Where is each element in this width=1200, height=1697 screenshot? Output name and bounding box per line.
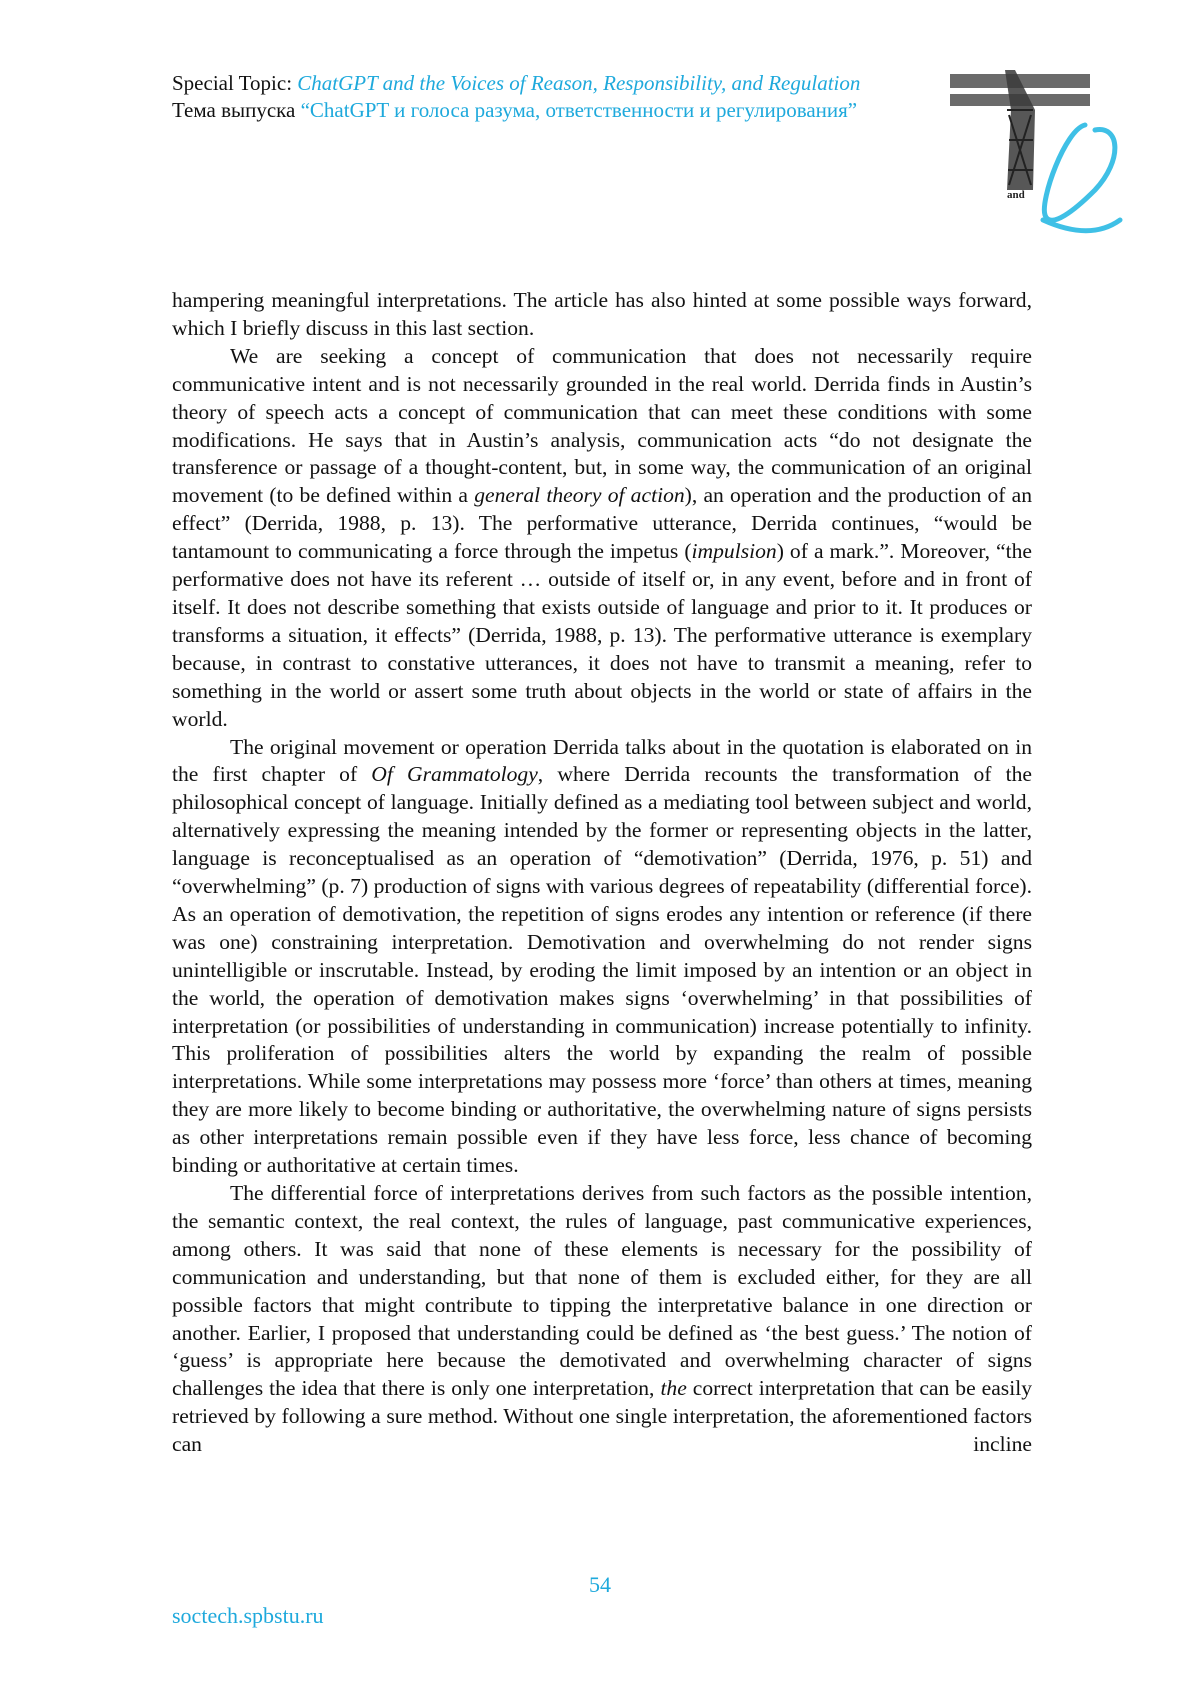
italic-run: Of Grammatology [371, 762, 538, 786]
text-run: correct interpretation that can be easily retrieved by following a sure method. Without one single interpretation, the aforementioned factors can incline [172, 1376, 1032, 1456]
article-body [172, 287, 1032, 1459]
text-run: , where Derrida recounts the transformation of the philosophical concept of language. Initially defined as a mediating tool between subject and world, alternatively expressing the meaning intended by the former or representing objects in the latter, language is reconceptualised as an operation of “demotivation” (Derrida, 1976, p. 51) and “overwhelming” (p. 7) production of signs with various degrees of repeatability (differential force). As an operation of demotivation, the repetition of signs erodes any intention or reference (if there was one) constraining interpretation. Demotivation and overwhelming do not render signs unintelligible or inscrutable. Instead, by eroding the limit imposed by an intention or an object in the world, the operation of demotivation makes signs ‘overwhelming’ in that possibilities of interpretation (or possibilities of understanding in communication) increase potentially to infinity. This proliferation of possibilities alters the world by expanding the realm of possible interpretations. While some interpretations may possess more ‘force’ than others at times, meaning they are more likely to become binding or authoritative, the overwhelming nature of signs persists as other interpretations remain possible even if they have less force, less chance of becoming binding or authoritative at certain times. [172, 762, 1032, 1177]
special-topic-label-ru: Тема выпуска [172, 98, 301, 122]
special-topic-en [172, 70, 860, 97]
italic-run: the [660, 1376, 686, 1400]
text-run: The differential force of interpretations derives from such factors as the possible intention, the semantic context, the real context, the rules of language, past communicative experiences, among others. It was said that none of these elements is necessary for the possibility of communication and understanding, but that none of them is excluded either, for they are all possible factors that might contribute to tipping the interpretative balance in one direction or another. Earlier, I proposed that understanding could be defined as ‘the best guess.’ The notion of ‘guess’ is appropriate here because the demotivated and overwhelming character of signs challenges the idea that there is only one interpretation, [172, 1181, 1032, 1400]
paragraph [172, 734, 1032, 1181]
text-run: ) of a mark.”. Moreover, “the performative does not have its referent … outside of itself or, in any event, before and in front of itself. It does not describe something that exists outside of language and prior to it. It produces or transforms a situation, it effects” (Derrida, 1988, p. 13). The performative utterance is exemplary because, in contrast to constative utterances, it does not have to transmit a meaning, refer to something in the world or assert some truth about objects in the world or state of affairs in the world. [172, 539, 1032, 730]
special-topic-title: ChatGPT and the Voices of Reason, Responsibility, and Regulation [297, 71, 860, 95]
paragraph: hampering meaningful interpretations. The article has also hinted at some possible ways forward, which I briefly discuss in this last section. [172, 287, 1032, 343]
italic-run: general theory of action [474, 483, 684, 507]
logo-and-text: and [1007, 189, 1025, 201]
paragraph [172, 1180, 1032, 1459]
special-topic-title-ru: “ChatGPT и голоса разума, ответственности и регулирования” [301, 98, 858, 122]
italic-run: impulsion [692, 539, 777, 563]
special-topic-ru [172, 97, 860, 124]
text-run: We are seeking a concept of communication that does not necessarily require communicative intent and is not necessarily grounded in the real world. Derrida finds in Austin’s theory of speech acts a concept of communication that can meet these conditions with some modifications. He says that in Austin’s analysis, communication acts “do not designate the transference or passage of a thought-content, but, in some way, the communication of an original movement (to be defined within a [172, 344, 1032, 508]
text-run: ), an operation and the production of an effect” (Derrida, 1988, p. 13). The performative utterance, Derrida continues, “would be tantamount to communicating a force through the impetus ( [172, 483, 1032, 563]
special-topic-label: Special Topic: [172, 71, 297, 95]
paragraph [172, 343, 1032, 734]
journal-logo [945, 70, 1130, 245]
page-number: 54 [0, 1572, 1200, 1598]
text-run: The original movement or operation Derrida talks about in the quotation is elaborated on in the first chapter of [172, 735, 1032, 787]
footer-site-link[interactable]: soctech.spbstu.ru [172, 1603, 324, 1629]
running-header [172, 70, 860, 124]
